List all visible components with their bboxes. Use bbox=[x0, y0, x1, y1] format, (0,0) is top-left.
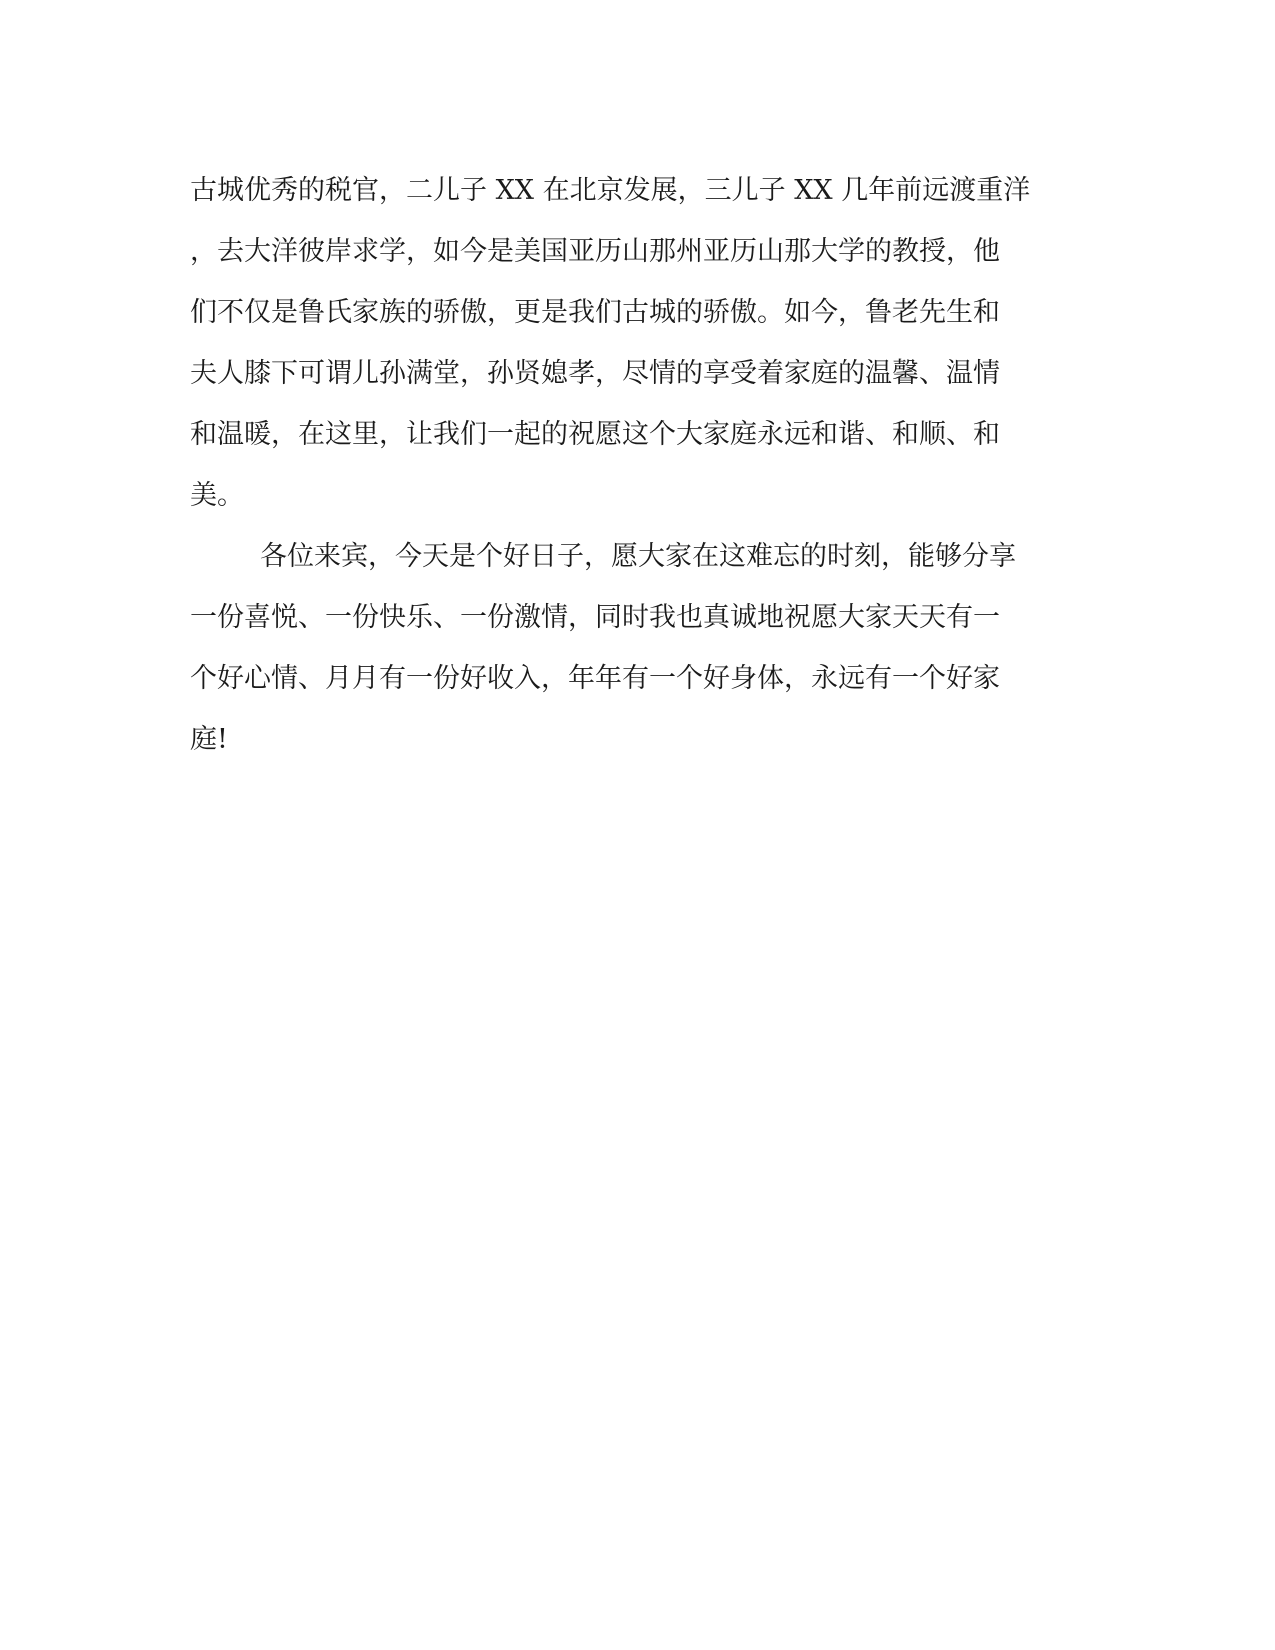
text-line: 美。 bbox=[190, 480, 244, 511]
paragraph-continuation bbox=[190, 160, 1090, 526]
text-line: ，去大洋彼岸求学，如今是美国亚历山那州亚历山那大学的教授，他 bbox=[190, 236, 1000, 267]
text-line: 夫人膝下可谓儿孙满堂，孙贤媳孝，尽情的享受着家庭的温馨、温情 bbox=[190, 358, 1000, 389]
paragraph-closing bbox=[190, 526, 1090, 770]
text-line: 和温暖，在这里，让我们一起的祝愿这个大家庭永远和谐、和顺、和 bbox=[190, 419, 1000, 450]
text-line: 古城优秀的税官，二儿子 XX 在北京发展，三儿子 XX 几年前远渡重洋 bbox=[190, 175, 1031, 206]
text-line: 们不仅是鲁氏家族的骄傲，更是我们古城的骄傲。如今，鲁老先生和 bbox=[190, 297, 1000, 328]
text-line: 个好心情、月月有一份好收入，年年有一个好身体，永远有一个好家 bbox=[190, 663, 1000, 694]
text-line: 一份喜悦、一份快乐、一份激情，同时我也真诚地祝愿大家天天有一 bbox=[190, 602, 1000, 633]
text-line: 庭! bbox=[190, 724, 228, 755]
text-line: 各位来宾，今天是个好日子，愿大家在这难忘的时刻，能够分享 bbox=[260, 541, 1016, 572]
